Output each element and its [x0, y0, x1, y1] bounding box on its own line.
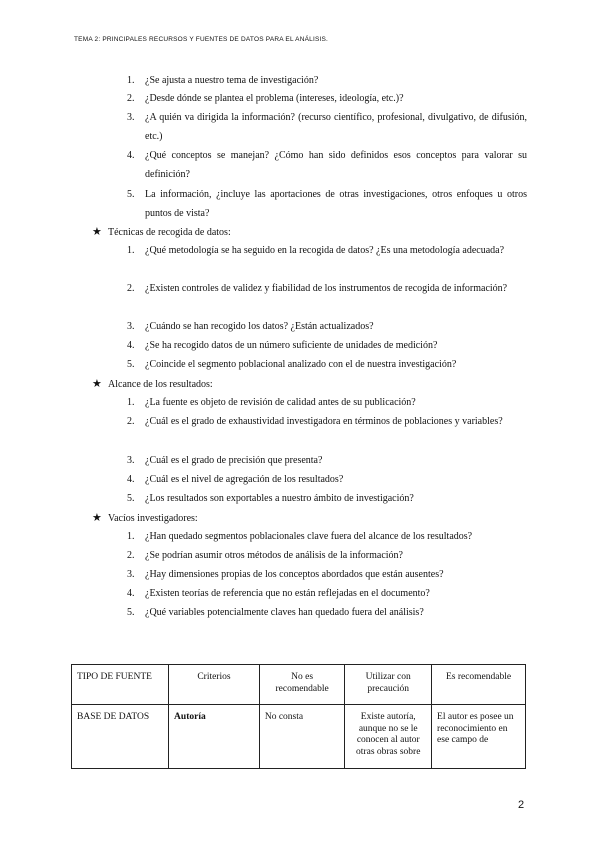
list-item: 2. ¿Existen controles de validez y fiabilidad de los instrumentos de recogida de información?: [127, 283, 508, 294]
list-item: 1. ¿Se ajusta a nuestro tema de investigación?: [127, 75, 319, 86]
list-item: 5. ¿Coincide el segmento poblacional analizado con el de nuestra investigación?: [127, 359, 457, 370]
section-title: ★ Técnicas de recogida de datos:: [92, 223, 231, 242]
star-icon: ★: [92, 226, 102, 238]
table-header-cell: Es recomendable: [432, 665, 526, 705]
list-item: 3. ¿Hay dimensiones propias de los conceptos abordados que están ausentes?: [127, 569, 444, 580]
list-item: 1. ¿Han quedado segmentos poblacionales clave fuera del alcance de los resultados?: [127, 531, 473, 542]
table-header-cell: TIPO DE FUENTE: [72, 665, 169, 705]
list-item: 4. ¿Cuál es el nivel de agregación de los resultados?: [127, 474, 344, 485]
page-header: TEMA 2: PRINCIPALES RECURSOS Y FUENTES DE DATOS PARA EL ANÁLISIS.: [74, 36, 329, 43]
table-header-cell: No es recomendable: [259, 665, 345, 705]
table-cell: El autor es posee un reconocimiento en ese campo de: [432, 705, 526, 769]
section-title: ★ Alcance de los resultados:: [92, 375, 213, 394]
list-item: 1. ¿Qué metodología se ha seguido en la recogida de datos? ¿Es una metodología adecuada?: [127, 245, 505, 256]
table-cell: Existe autoría, aunque no se le conocen al autor otras obras sobre: [345, 705, 432, 769]
list-item: 2. ¿Desde dónde se plantea el problema (intereses, ideología, etc.)?: [127, 93, 404, 104]
list-item: 2. ¿Cuál es el grado de exhaustividad investigadora en términos de poblaciones y variables?: [127, 416, 503, 427]
list-item: 1. ¿La fuente es objeto de revisión de calidad antes de su publicación?: [127, 397, 416, 408]
source-evaluation-table: [71, 664, 526, 769]
list-item: 3. ¿Cuándo se han recogido los datos? ¿Están actualizados?: [127, 321, 374, 332]
table-header-cell: Utilizar con precaución: [345, 665, 432, 705]
table-row: [72, 705, 526, 769]
list-item: 4. ¿Existen teorías de referencia que no están reflejadas en el documento?: [127, 588, 430, 599]
list-item: 4. ¿Se ha recogido datos de un número suficiente de unidades de medición?: [127, 340, 438, 351]
table-cell: No consta: [259, 705, 345, 769]
star-icon: ★: [92, 512, 102, 524]
table-header-row: [72, 665, 526, 705]
list-item: 3. ¿Cuál es el grado de precisión que presenta?: [127, 455, 323, 466]
list-item: 5. La información, ¿incluye las aportaciones de otras investigaciones, otros enfoques u otros puntos de vista?: [127, 189, 527, 219]
list-item: 3. ¿A quién va dirigida la información? (recurso científico, profesional, divulgativo, de difusión, etc.): [127, 112, 527, 142]
table-cell: BASE DE DATOS: [72, 705, 169, 769]
page-number: 2: [518, 799, 525, 811]
list-item: 5. ¿Qué variables potencialmente claves han quedado fuera del análisis?: [127, 607, 424, 618]
list-item: 4. ¿Qué conceptos se manejan? ¿Cómo han sido definidos esos conceptos para valorar su definición?: [127, 150, 527, 180]
section-title: ★ Vacíos investigadores:: [92, 509, 198, 528]
star-icon: ★: [92, 378, 102, 390]
table-header-cell: Criterios: [169, 665, 260, 705]
list-item: 2. ¿Se podrían asumir otros métodos de análisis de la información?: [127, 550, 403, 561]
table-cell: Autoría: [169, 705, 260, 769]
list-item: 5. ¿Los resultados son exportables a nuestro ámbito de investigación?: [127, 493, 414, 504]
